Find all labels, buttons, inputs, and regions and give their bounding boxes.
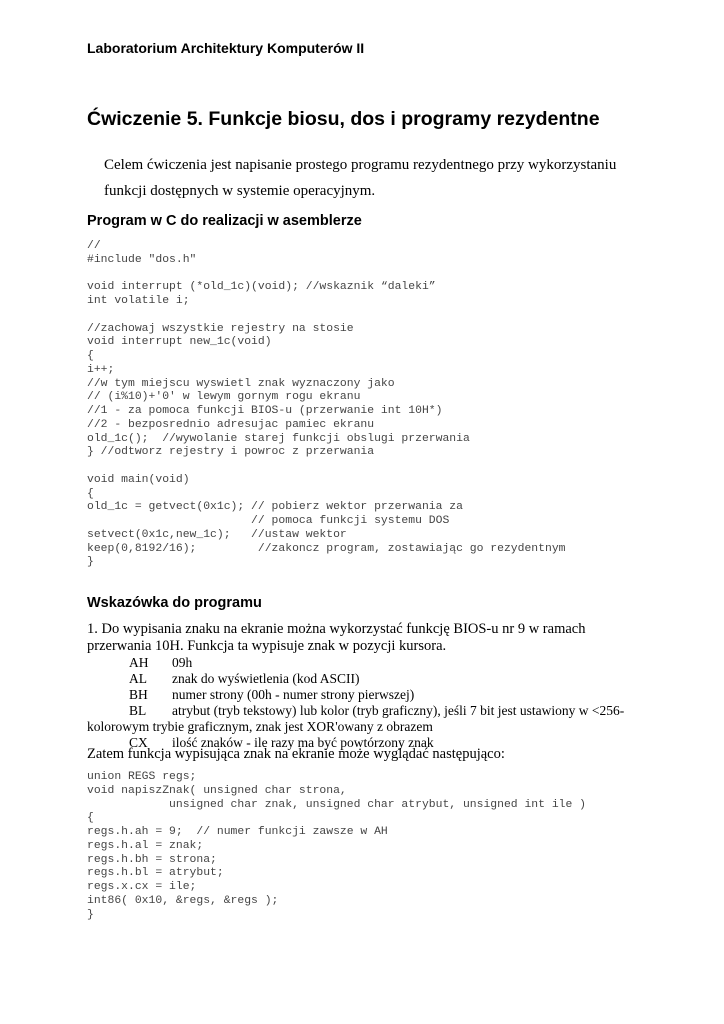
section-heading-hint: Wskazówka do programu — [87, 595, 262, 611]
register-name: BH — [129, 687, 148, 702]
register-list — [87, 655, 647, 751]
hint-line-2: przerwania 10H. Funkcja ta wypisuje znak w pozycji kursora. — [87, 638, 447, 654]
hint-paragraph-1 — [87, 621, 647, 655]
running-header: Laboratorium Architektury Komputerów II — [87, 40, 365, 56]
register-desc: atrybut (tryb tekstowy) lub kolor (tryb graficzny), jeśli 7 bit jest ustawiony w <256- — [172, 703, 625, 718]
register-desc: znak do wyświetlenia (kod ASCII) — [172, 671, 360, 686]
code-block-program: // #include "dos.h" void interrupt (*old_1c)(void); //wskaznik “daleki” int volatile i; //zachowaj wszystkie rejestry na stosie void interrupt new_1c(void) { i++; //w tym miejscu wyswietl znak wyznaczony jako // (i%10)+'0' w lewym gornym rogu ekranu //1 - za pomoca funkcji BIOS-u (przerwanie int 10H*) //2 - bezposrednio adresujac pamiec ekranu old_1c(); //wywolanie starej funkcji obslugi przerwania } //odtworz rejestry i powroc z przerwania void main(void) { old_1c = getvect(0x1c); // pobierz wektor przerwania za // pomoca funkcji systemu DOS setvect(0x1c,new_1c); //ustaw wektor keep(0,8192/16); //zakoncz program, zostawiając go rezydentnym } — [87, 240, 566, 569]
intro-line-1: Celem ćwiczenia jest napisanie prostego programu rezydentnego przy wykorzystaniu — [104, 157, 617, 173]
intro-line-2: funkcji dostępnych w systemie operacyjnym. — [104, 183, 376, 199]
intro-paragraph — [104, 152, 664, 204]
register-row-bl-continued — [87, 719, 647, 735]
register-desc-continued: kolorowym trybie graficznym, znak jest XOR'owany z obrazem — [87, 719, 433, 734]
register-row-al — [87, 671, 647, 687]
hint-paragraph-2: Zatem funkcja wypisująca znak na ekranie może wyglądać następująco: — [87, 746, 505, 762]
section-heading-program: Program w C do realizacji w asemblerze — [87, 213, 362, 229]
register-desc: 09h — [172, 655, 193, 670]
register-name: AL — [129, 671, 147, 686]
register-row-ah — [87, 655, 647, 671]
register-row-bh — [87, 687, 647, 703]
page-title: Ćwiczenie 5. Funkcje biosu, dos i programy rezydentne — [87, 108, 600, 130]
hint-line-1: 1. Do wypisania znaku na ekranie można wykorzystać funkcję BIOS-u nr 9 w ramach — [87, 621, 586, 637]
register-desc: numer strony (00h - numer strony pierwszej) — [172, 687, 415, 702]
code-block-napisz-znak: union REGS regs; void napiszZnak( unsigned char strona, unsigned char znak, unsigned char atrybut, unsigned int ile ) { regs.h.ah = 9; // numer funkcji zawsze w AH regs.h.al = znak; regs.h.bh = strona; regs.h.bl = atrybut; regs.x.cx = ile; int86( 0x10, &regs, &regs ); } — [87, 771, 586, 921]
register-name: AH — [129, 655, 149, 670]
register-name: CX — [129, 735, 148, 750]
register-name: BL — [129, 703, 147, 718]
register-desc: ilość znaków - ile razy ma być powtórzony znak — [172, 735, 434, 750]
register-row-bl — [87, 703, 647, 719]
